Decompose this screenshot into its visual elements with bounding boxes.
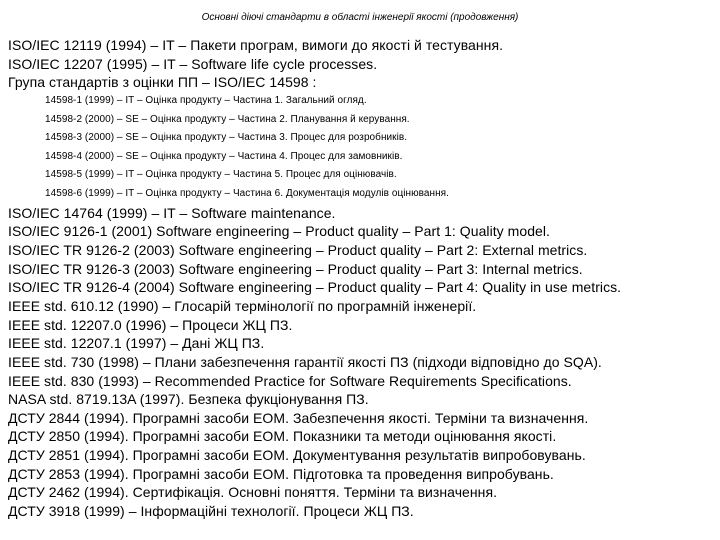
standards-item: Група стандартів з оцінки ПП – ISO/IEC 14598 : <box>8 74 317 91</box>
standards-item: ISO/IEC 12207 (1995) – IT – Software life cycle processes. <box>8 55 378 72</box>
standards-subitem: 14598-2 (2000) – SE – Оцінка продукту – Частина 2. Планування й керування. <box>45 113 410 125</box>
standards-item: ДСТУ 2853 (1994). Програмні засоби ЕОМ. Підготовка та проведення випробувань. <box>8 465 554 482</box>
standards-item: IEEE std. 12207.0 (1996) – Процеси ЖЦ ПЗ. <box>8 316 293 333</box>
standards-subitem: 14598-1 (1999) – IT – Оцінка продукту – Частина 1. Загальний огляд. <box>45 94 367 106</box>
standards-item: ДСТУ 2850 (1994). Програмні засоби ЕОМ. Показники та методи оцінювання якості. <box>8 428 557 445</box>
standards-item: ДСТУ 2851 (1994). Програмні засоби ЕОМ. Документування результатів випробовувань. <box>8 447 586 464</box>
standards-subitem: 14598-6 (1999) – IT – Оцінка продукту – Частина 6. Документація модулів оцінювання. <box>45 188 449 200</box>
standards-item: ISO/IEC 12119 (1994) – IT – Пакети програм, вимоги до якості й тестування. <box>8 37 504 53</box>
standards-subitem: 14598-5 (1999) – IT – Оцінка продукту – Частина 5. Процес для оцінювачів. <box>45 169 397 181</box>
standards-item: ISO/IEC TR 9126-3 (2003) Software engineering – Product quality – Part 3: Internal metrics. <box>8 260 583 277</box>
standards-item: IEEE std. 830 (1993) – Recommended Practice for Software Requirements Specifications. <box>8 372 572 389</box>
standards-item: IEEE std. 730 (1998) – Плани забезпечення гарантії якості ПЗ (підходи відповідно до SQA). <box>8 353 602 370</box>
slide-title: Основні діючі стандарти в області інженерії якості (продовження) <box>201 12 519 23</box>
standards-item: ISO/IEC 9126-1 (2001) Software engineering – Product quality – Part 1: Quality model. <box>8 223 550 240</box>
standards-item: IEEE std. 12207.1 (1997) – Дані ЖЦ ПЗ. <box>8 335 265 352</box>
standards-item: NASA std. 8719.13A (1997). Безпека фукціонування ПЗ. <box>8 391 369 408</box>
standards-item: ISO/IEC TR 9126-2 (2003) Software engineering – Product quality – Part 2: External metrics. <box>8 242 588 259</box>
standards-subitem: 14598-3 (2000) – SE – Оцінка продукту – Частина 3. Процес для розробників. <box>45 132 408 144</box>
standards-item: ДСТУ 2462 (1994). Сертифікація. Основні поняття. Терміни та визначення. <box>8 484 498 501</box>
standards-item: ДСТУ 3918 (1999) – Інформаційні технології. Процеси ЖЦ ПЗ. <box>8 503 414 520</box>
standards-list <box>8 36 716 521</box>
standards-item: ISO/IEC TR 9126-4 (2004) Software engineering – Product quality – Part 4: Quality in use metrics. <box>8 279 622 296</box>
standards-subitem: 14598-4 (2000) – SE – Оцінка продукту – Частина 4. Процес для замовників. <box>45 150 403 162</box>
standards-item: ДСТУ 2844 (1994). Програмні засоби ЕОМ. Забезпечення якості. Терміни та визначення. <box>8 409 589 426</box>
standards-item: ISO/IEC 14764 (1999) – IT – Software maintenance. <box>8 204 336 221</box>
standards-item: IEEE std. 610.12 (1990) – Глосарій термінології по програмній інженерії. <box>8 297 477 314</box>
